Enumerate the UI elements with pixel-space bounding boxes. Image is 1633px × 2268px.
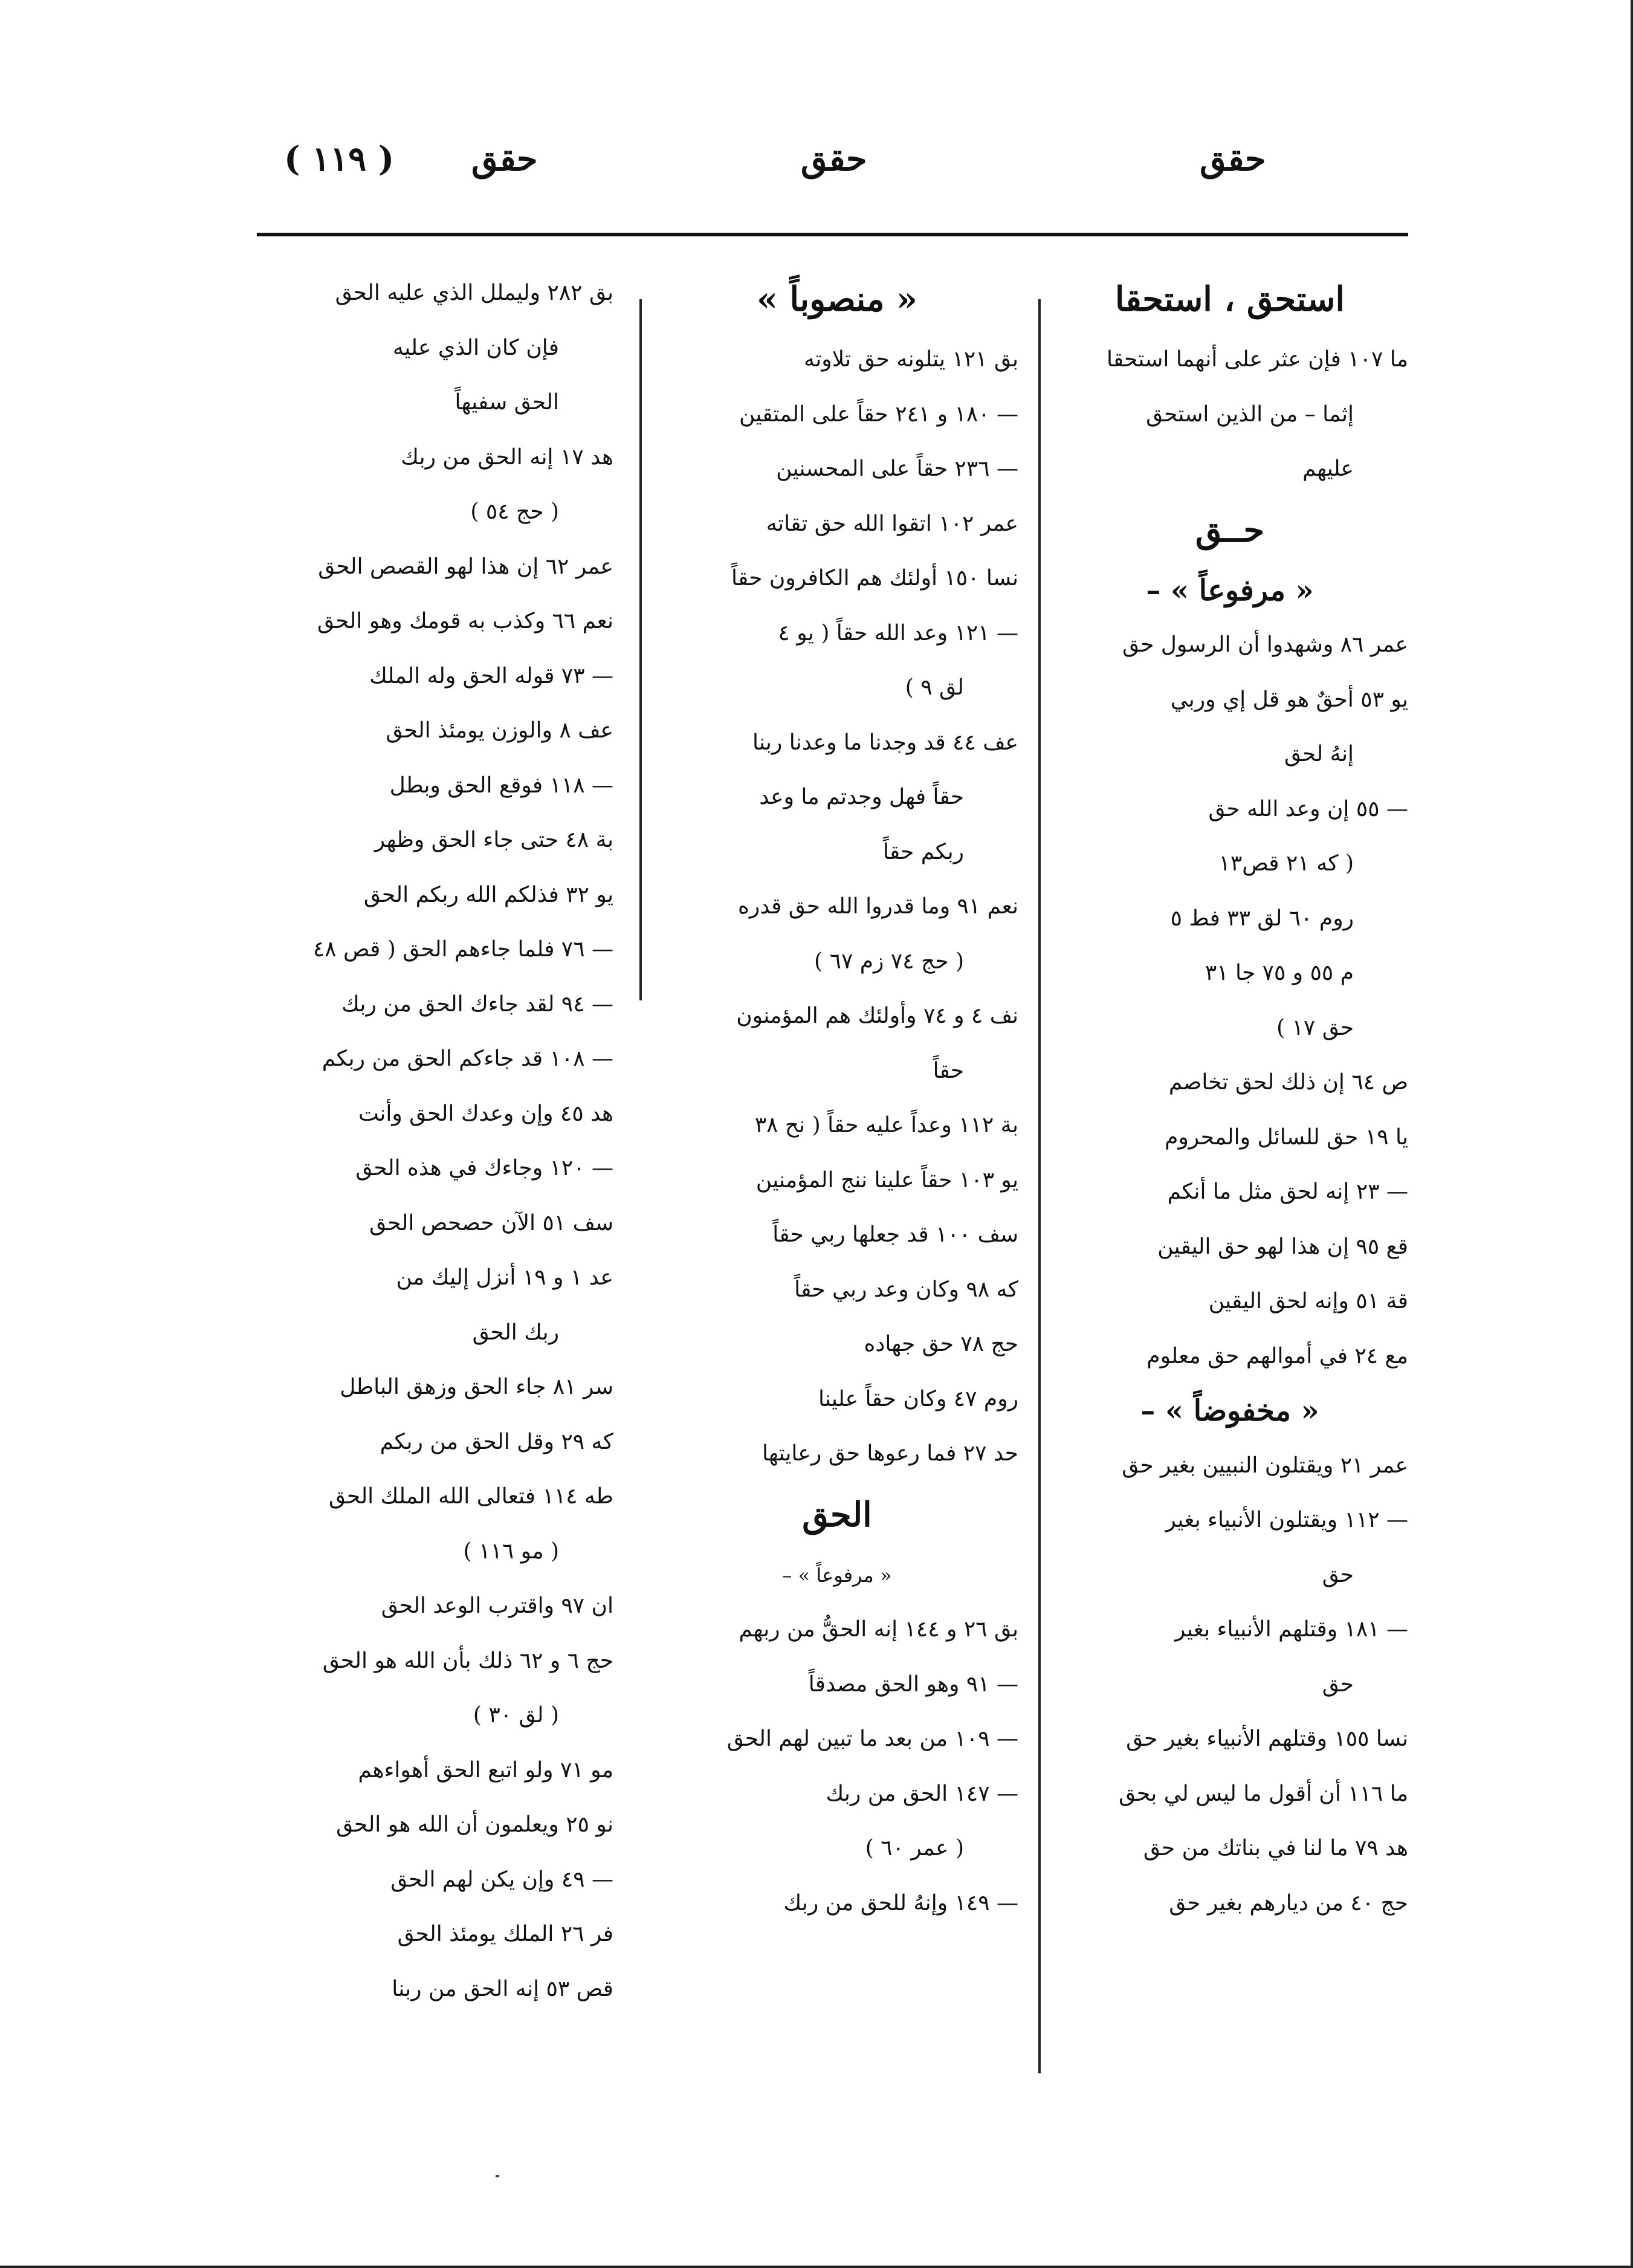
right-column-line: حق ١٧ ): [1276, 1015, 1354, 1040]
middle-column-line: بق ٢٦ و ١٤٤ إنه الحقُّ من ربهم: [739, 1617, 1018, 1642]
left-column-line: عف ٨ والوزن يومئذ الحق: [386, 718, 613, 743]
left-column-line: مو ٧١ ولو اتبع الحق أهواءهم: [358, 1757, 613, 1783]
middle-column-line: — ٢٣٦ حقاً على المحسنين: [776, 456, 1018, 481]
middle-column-line: حد ٢٧ فما رعوها حق رعايتها: [762, 1441, 1018, 1466]
right-column-line: عليهم: [1302, 456, 1354, 481]
right-column: [1052, 266, 1408, 1931]
left-column-line: ( حج ٥٤ ): [470, 499, 559, 524]
middle-column-line: حقاً: [933, 1058, 964, 1083]
right-column-line: نسا ١٥٥ وقتلهم الأنبياء بغير حق: [1126, 1726, 1408, 1751]
left-column-line: قص ٥٣ إنه الحق من ربنا: [392, 1976, 613, 2001]
right-column-line: « مخفوضاً » –: [1140, 1394, 1319, 1428]
right-column-line: — ١٨١ وقتلهم الأنبياء بغير: [1174, 1617, 1408, 1642]
middle-column-line: كه ٩٨ وكان وعد ربي حقاً: [794, 1277, 1018, 1302]
middle-column-line: بة ١١٢ وعداً عليه حقاً ( نح ٣٨: [754, 1113, 1018, 1138]
right-column-line: ما ١١٦ أن أقول ما ليس لي بحق: [1118, 1781, 1408, 1806]
middle-column-line: روم ٤٧ وكان حقاً علينا: [818, 1386, 1018, 1411]
middle-column-line: يو ١٠٣ حقاً علينا ننج المؤمنين: [755, 1167, 1018, 1193]
right-column-line: هد ٧٩ ما لنا في بناتك من حق: [1143, 1836, 1408, 1861]
header-word-right: حقق: [1200, 139, 1266, 179]
middle-column-line: — ١٤٧ الحق من ربك: [826, 1781, 1018, 1806]
right-column-line: يا ١٩ حق للسائل والمحروم: [1165, 1124, 1408, 1150]
right-column-line: — ١١٢ ويقتلون الأنبياء بغير: [1165, 1508, 1408, 1532]
right-column-line: عمر ٢١ ويقتلون النبيين بغير حق: [1122, 1453, 1408, 1478]
left-column-line: — ٤٩ وإن يكن لهم الحق: [390, 1867, 613, 1892]
middle-column-line: بق ١٢١ يتلونه حق تلاوته: [803, 347, 1018, 372]
right-column-line: إثما – من الذين استحق: [1146, 401, 1354, 427]
column-divider-left: [639, 299, 642, 1000]
middle-column-line: « مرفوعاً » –: [782, 1563, 892, 1587]
right-column-line: يو ٥٣ أحقٌ هو قل إي وربي: [1170, 687, 1408, 712]
middle-column-line: حقاً فهل وجدتم ما وعد: [759, 785, 964, 809]
left-column-line: سف ٥١ الآن حصحص الحق: [369, 1210, 613, 1236]
middle-column-line: سف ١٠٠ قد جعلها ربي حقاً: [772, 1222, 1018, 1247]
left-column-line: نعم ٦٦ وكذب به قومك وهو الحق: [317, 609, 613, 633]
middle-column-line: الحق: [802, 1494, 872, 1535]
right-column-line: حق: [1322, 1671, 1354, 1697]
left-column-line: فر ٢٦ الملك يومئذ الحق: [397, 1922, 613, 1946]
left-column-line: — ١١٨ فوقع الحق وبطل: [389, 773, 613, 798]
middle-column-line: نسا ١٥٠ أولئك هم الكافرون حقاً: [731, 566, 1018, 591]
middle-column-line: — ١٨٠ و ٢٤١ حقاً على المتقين: [739, 401, 1018, 427]
left-column-line: — ١٠٨ قد جاءكم الحق من ربكم: [322, 1046, 613, 1071]
left-column-line: فإن كان الذي عليه: [392, 335, 559, 360]
header-word-left: حقق: [471, 139, 538, 179]
middle-column: [656, 266, 1018, 1931]
page-header: [0, 139, 1633, 206]
left-column-line: هد ٤٥ وإن وعدك الحق وأنت: [358, 1101, 613, 1126]
left-column-line: نو ٢٥ ويعلمون أن الله هو الحق: [336, 1812, 613, 1837]
middle-column-line: نعم ٩١ وما قدروا الله حق قدره: [737, 894, 1018, 919]
middle-column-line: ( حج ٧٤ زم ٦٧ ): [814, 948, 964, 974]
middle-column-line: — ١٢١ وعد الله حقاً ( يو ٤: [778, 620, 1018, 646]
left-column-line: ( مو ١١٦ ): [463, 1538, 559, 1564]
middle-column-line: عمر ١٠٢ اتقوا الله حق تقاته: [766, 511, 1018, 536]
right-column-line: حــق: [1195, 510, 1265, 550]
left-column-line: عمر ٦٢ إن هذا لهو القصص الحق: [318, 554, 613, 579]
left-column-line: هد ١٧ إنه الحق من ربك: [401, 444, 613, 470]
middle-column-line: نف ٤ و ٧٤ وأولئك هم المؤمنون: [736, 1003, 1018, 1028]
right-column-line: قة ٥١ وإنه لحق اليقين: [1208, 1289, 1408, 1314]
right-column-line: استحق ، استحقا: [1114, 279, 1345, 319]
middle-column-line: — ١٤٩ وإنهُ للحق من ربك: [783, 1890, 1018, 1916]
right-column-line: ما ١٠٧ فإن عثر على أنهما استحقا: [1106, 347, 1408, 372]
middle-column-line: حج ٧٨ حق جهاده: [864, 1332, 1018, 1356]
left-column-line: ربك الحق: [472, 1320, 559, 1345]
right-column-line: حق: [1322, 1562, 1354, 1587]
left-column-line: الحق سفيهاً: [454, 390, 559, 415]
left-column-line: — ٧٣ قوله الحق وله الملك: [369, 663, 613, 688]
middle-column-line: — ٩١ وهو الحق مصدقاً: [808, 1671, 1018, 1697]
left-column-line: سر ٨١ جاء الحق وزهق الباطل: [340, 1375, 613, 1399]
right-column-line: « مرفوعاً » –: [1146, 573, 1314, 608]
left-column-line: — ٩٤ لقد جاءك الحق من ربك: [341, 991, 613, 1017]
header-word-middle: حقق: [801, 139, 867, 179]
middle-column-line: « منصوباً »: [756, 279, 918, 319]
left-column-line: عد ١ و ١٩ أنزل إليك من: [396, 1265, 613, 1290]
left-column-line: — ١٢٠ وجاءك في هذه الحق: [355, 1156, 613, 1181]
left-column-line: حج ٦ و ٦٢ ذلك بأن الله هو الحق: [322, 1648, 613, 1673]
right-column-line: قع ٩٥ إن هذا لهو حق اليقين: [1157, 1234, 1408, 1259]
right-column-line: حج ٤٠ من ديارهم بغير حق: [1169, 1890, 1408, 1916]
middle-column-line: ربكم حقاً: [882, 839, 964, 864]
right-column-line: م ٥٥ و ٧٥ جا ٣١: [1205, 961, 1354, 985]
right-column-line: روم ٦٠ لق ٣٣ فط ٥: [1170, 906, 1354, 931]
right-column-line: عمر ٨٦ وشهدوا أن الرسول حق: [1122, 632, 1408, 657]
right-column-line: إنهُ لحق: [1284, 742, 1354, 766]
left-column-line: كه ٢٩ وقل الحق من ربكم: [380, 1429, 613, 1454]
left-column-line: يو ٣٢ فذلكم الله ربكم الحق: [363, 882, 613, 907]
stray-mark: [496, 2175, 499, 2177]
right-column-line: ص ٦٤ إن ذلك لحق تخاصم: [1168, 1070, 1408, 1095]
header-rule: [257, 233, 1408, 236]
middle-column-line: عف ٤٤ قد وجدنا ما وعدنا ربنا: [752, 730, 1018, 755]
right-column-line: ( كه ٢١ قص١٣: [1218, 851, 1354, 876]
middle-column-line: ( عمر ٦٠ ): [865, 1836, 964, 1861]
right-column-line: — ٢٣ إنه لحق مثل ما أنكم: [1167, 1179, 1408, 1204]
middle-column-line: لق ٩ ): [905, 675, 964, 700]
column-divider-right: [1038, 299, 1041, 2073]
middle-column-line: — ١٠٩ من بعد ما تبين لهم الحق: [726, 1726, 1018, 1751]
right-column-line: مع ٢٤ في أموالهم حق معلوم: [1146, 1343, 1408, 1369]
left-column: [251, 266, 613, 2017]
left-column-line: — ٧٦ فلما جاءهم الحق ( قص ٤٨: [312, 937, 613, 962]
right-column-line: — ٥٥ إن وعد الله حق: [1208, 796, 1408, 821]
left-column-line: طه ١١٤ فتعالى الله الملك الحق: [328, 1484, 613, 1509]
left-column-line: ( لق ٣٠ ): [473, 1703, 559, 1728]
left-column-line: بة ٤٨ حتى جاء الحق وظهر: [374, 828, 613, 852]
left-column-line: ان ٩٧ واقترب الوعد الحق: [381, 1593, 613, 1618]
left-column-line: بق ٢٨٢ وليملل الذي عليه الحق: [335, 280, 613, 305]
page-number: ( ١١٩ ): [284, 139, 395, 179]
